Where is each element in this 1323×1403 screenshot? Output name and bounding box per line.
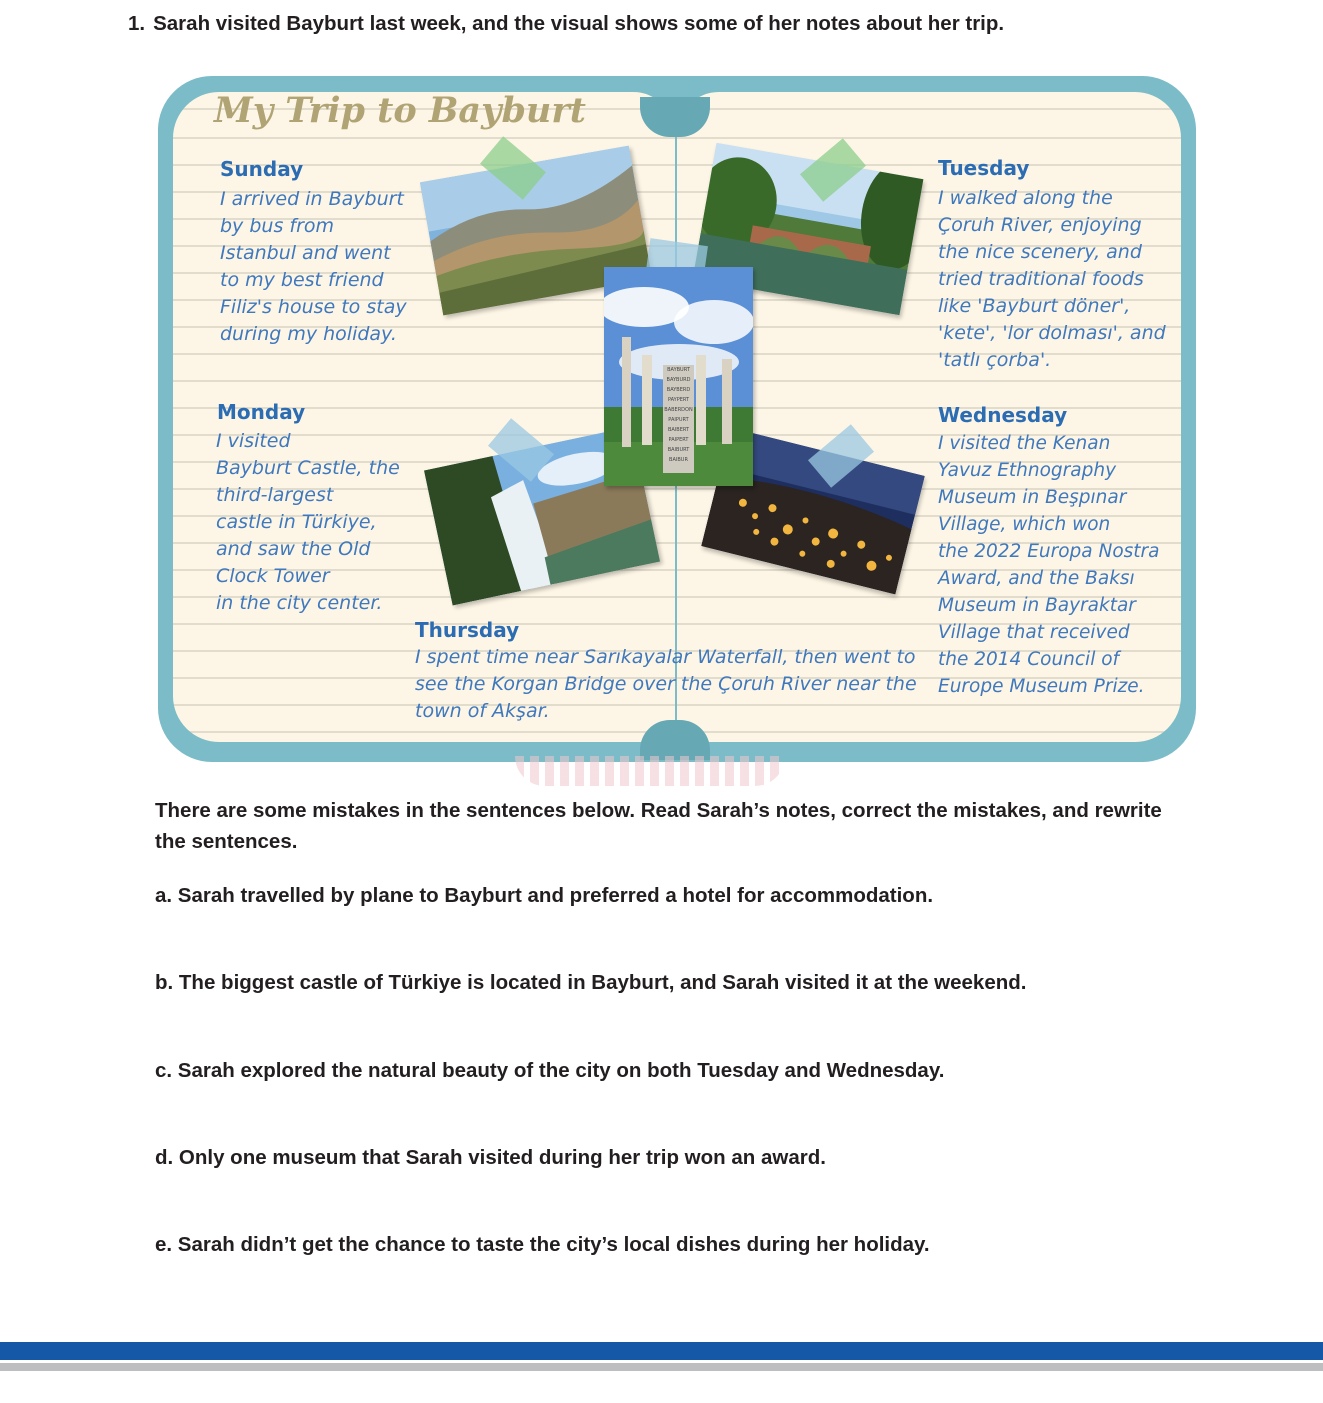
entry-thursday xyxy=(415,644,917,725)
photo-monument xyxy=(604,267,753,486)
entry-sunday xyxy=(220,186,407,348)
entry-line: Yavuz Ethnography xyxy=(938,460,1117,481)
entry-line: Europe Museum Prize. xyxy=(938,676,1145,697)
entry-line: Istanbul and went xyxy=(220,242,391,264)
entry-line: by bus from xyxy=(220,215,335,237)
entry-line: Village, which won xyxy=(938,514,1111,535)
entry-line: Filiz's house to stay xyxy=(220,296,407,318)
entry-monday xyxy=(216,428,400,617)
entry-line: town of Akşar. xyxy=(415,700,550,722)
question-heading xyxy=(128,12,1004,36)
entry-line: Museum in Beşpınar xyxy=(938,487,1127,508)
entry-line: I visited the Kenan xyxy=(938,433,1111,454)
entry-line: 'tatlı çorba'. xyxy=(938,349,1052,371)
entry-line: I spent time near Sarıkayalar Waterfall, then went to xyxy=(415,646,916,668)
day-label-sunday: Sunday xyxy=(220,157,304,181)
sign-text: BAYBERD xyxy=(666,387,691,393)
sign-text: BAIBUR xyxy=(669,457,688,463)
entry-line: during my holiday. xyxy=(220,323,397,345)
day-label-monday: Monday xyxy=(217,400,306,424)
monument-sign xyxy=(663,365,694,473)
entry-line: tried traditional foods xyxy=(938,268,1144,290)
entry-tuesday xyxy=(938,185,1166,374)
day-label-tuesday: Tuesday xyxy=(938,156,1030,180)
entry-line: Bayburt Castle, the xyxy=(216,457,400,479)
exercise-d: d. Only one museum that Sarah visited during her trip won an award. xyxy=(155,1146,826,1169)
sign-text: BAIBERT xyxy=(667,427,690,433)
question-text: Sarah visited Bayburt last week, and the visual shows some of her notes about her trip. xyxy=(153,12,1005,35)
sign-text: PAYPERT xyxy=(667,397,690,403)
instructions-text: There are some mistakes in the sentences below. Read Sarah’s notes, correct the mistakes, and rewrite the sentences. xyxy=(155,799,1162,853)
entry-line: Çoruh River, enjoying xyxy=(938,214,1142,236)
day-label-wednesday: Wednesday xyxy=(938,403,1068,427)
entry-line: and saw the Old xyxy=(216,538,371,560)
entry-line: I visited xyxy=(216,430,291,452)
entry-line: the nice scenery, and xyxy=(938,241,1142,263)
entry-line: the 2014 Council of xyxy=(938,649,1120,670)
question-number: 1. xyxy=(128,12,146,35)
exercise-e: e. Sarah didn’t get the chance to taste the city’s local dishes during her holiday. xyxy=(155,1233,930,1256)
sign-text: BAIBURT xyxy=(667,447,690,453)
entry-line: like 'Bayburt döner', xyxy=(938,295,1131,317)
entry-line: I walked along the xyxy=(938,187,1113,209)
entry-line: to my best friend xyxy=(220,269,384,291)
entry-line: third-largest xyxy=(216,484,334,506)
sign-text: PAIPERT xyxy=(668,437,689,443)
entry-line: castle in Türkiye, xyxy=(216,511,377,533)
footer-bar-blue xyxy=(0,1342,1323,1360)
exercise-a: a. Sarah travelled by plane to Bayburt and preferred a hotel for accommodation. xyxy=(155,884,934,907)
sign-text: PAIPURT xyxy=(668,417,689,423)
exercise-b: b. The biggest castle of Türkiye is located in Bayburt, and Sarah visited it at the weekend. xyxy=(155,971,1027,994)
entry-line: see the Korgan Bridge over the Çoruh River near the xyxy=(415,673,917,695)
diary-title: My Trip to Bayburt xyxy=(214,90,586,131)
entry-line: in the city center. xyxy=(216,592,383,614)
entry-line: 'kete', 'lor dolması', and xyxy=(938,322,1166,344)
entry-line: the 2022 Europa Nostra xyxy=(938,541,1160,562)
entry-line: I arrived in Bayburt xyxy=(220,188,404,210)
footer-bar-grey xyxy=(0,1363,1323,1371)
entry-line: Clock Tower xyxy=(216,565,330,587)
entry-line: Award, and the Baksı xyxy=(938,568,1135,589)
entry-wednesday xyxy=(938,430,1160,700)
sign-text: BABERDON xyxy=(664,407,693,413)
entry-line: Museum in Bayraktar xyxy=(938,595,1136,616)
exercise-c: c. Sarah explored the natural beauty of the city on both Tuesday and Wednesday. xyxy=(155,1059,945,1082)
sign-text: BAYBURT xyxy=(667,367,690,373)
entry-line: Village that received xyxy=(938,622,1130,643)
day-label-thursday: Thursday xyxy=(415,618,520,642)
sign-text: BAYBURD xyxy=(666,377,691,383)
ribbon-decoration xyxy=(515,756,785,786)
